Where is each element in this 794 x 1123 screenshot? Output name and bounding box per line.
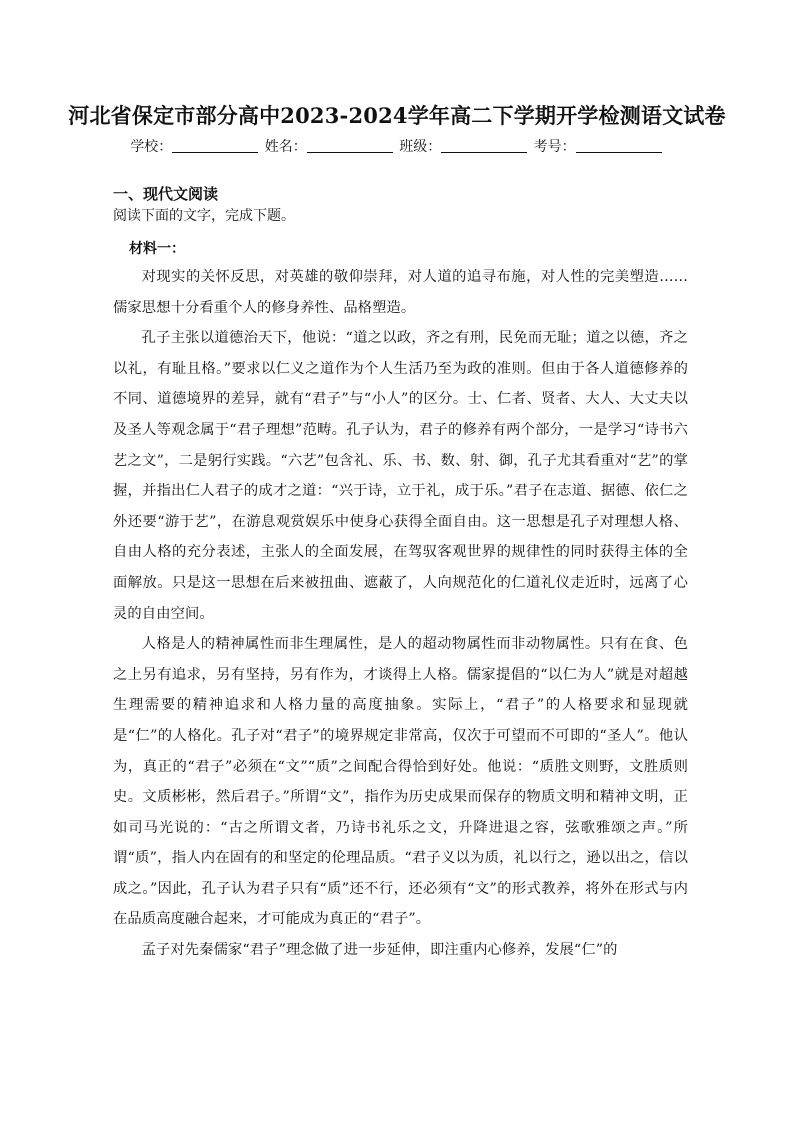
exam-number-blank[interactable] [576, 138, 662, 153]
school-label: 学校： [130, 139, 173, 155]
material-body [113, 262, 688, 966]
class-field [399, 136, 529, 156]
paragraph: 对现实的关怀反思，对英雄的敬仰崇拜，对人道的追寻布施，对人性的完美塑造……儒家思想十分看重个人的修身养性、品格塑造。 [113, 269, 688, 316]
exam-number-label: 考号： [533, 139, 576, 155]
paragraph: 人格是人的精神属性而非生理属性，是人的超动物属性而非动物属性。只有在食、色之上另有追求，另有坚持，另有作为，才谈得上人格。儒家提倡的“以仁为人”就是对超越生理需要的精神追求和人格力量的高度抽象。实际上，“君子”的人格要求和显现就是“仁”的人格化。孔子对“君子”的境界规定非常高，仅次于可望而不可即的“圣人”。他认为，真正的“君子”必须在“文”“质”之间配合得恰到好处。他说：“质胜文则野，文胜质则史。文质彬彬，然后君子。”所谓“文”，指作为历史成果而保存的物质文明和精神文明，正如司马光说的：“古之所谓文者，乃诗书礼乐之文，升降进退之容，弦歌雅颂之声。”所谓“质”，指人内在固有的和坚定的伦理品质。“君子义以为质，礼以行之，逊以出之，信以成之。”因此，孔子认为君子只有“质”还不行，还必须有“文”的形式教养，将外在形式与内在品质高度融合起来，才可能成为真正的“君子”。 [113, 636, 688, 928]
name-label: 姓名： [264, 139, 307, 155]
class-label: 班级： [399, 139, 442, 155]
reading-instruction: 阅读下面的文字，完成下题。 [113, 208, 295, 224]
section-heading: 一、现代文阅读 [113, 185, 219, 203]
school-blank[interactable] [172, 138, 258, 153]
paragraph: 孟子对先秦儒家“君子”理念做了进一步延伸，即注重内心修养，发展“仁”的 [141, 942, 618, 959]
exam-title: 河北省保定市部分高中2023-2024学年高二下学期开学检测语文试卷 [68, 103, 726, 128]
exam-number-field [534, 136, 664, 156]
name-field [265, 136, 395, 156]
material-title: 材料一： [129, 241, 185, 257]
student-info-line [0, 136, 794, 156]
name-blank[interactable] [307, 138, 393, 153]
paragraph: 孔子主张以道德治天下，他说：“道之以政，齐之有刑，民免而无耻；道之以德，齐之以礼，有耻且格。”要求以仁义之道作为个人生活乃至为政的准则。但由于各人道德修养的不同、道德境界的差异，就有“君子”与“小人”的区分。士、仁者、贤者、大人、大丈夫以及圣人等观念属于“君子理想”范畴。孔子认为，君子的修养有两个部分，一是学习“诗书六艺之文”，二是躬行实践。“六艺”包含礼、乐、书、数、射、御，孔子尤其看重对“艺”的掌握，并指出仁人君子的成才之道：“兴于诗，立于礼，成于乐。”君子在志道、据德、依仁之外还要“游于艺”，在游息观赏娱乐中使身心获得全面自由。这一思想是孔子对理想人格、自由人格的充分表述，主张人的全面发展，在驾驭客观世界的规律性的同时获得主体的全面解放。只是这一思想在后来被扭曲、遮蔽了，人向规范化的仁道礼仪走近时，远离了心灵的自由空间。 [113, 330, 688, 622]
school-field [130, 136, 260, 156]
class-blank[interactable] [441, 138, 527, 153]
